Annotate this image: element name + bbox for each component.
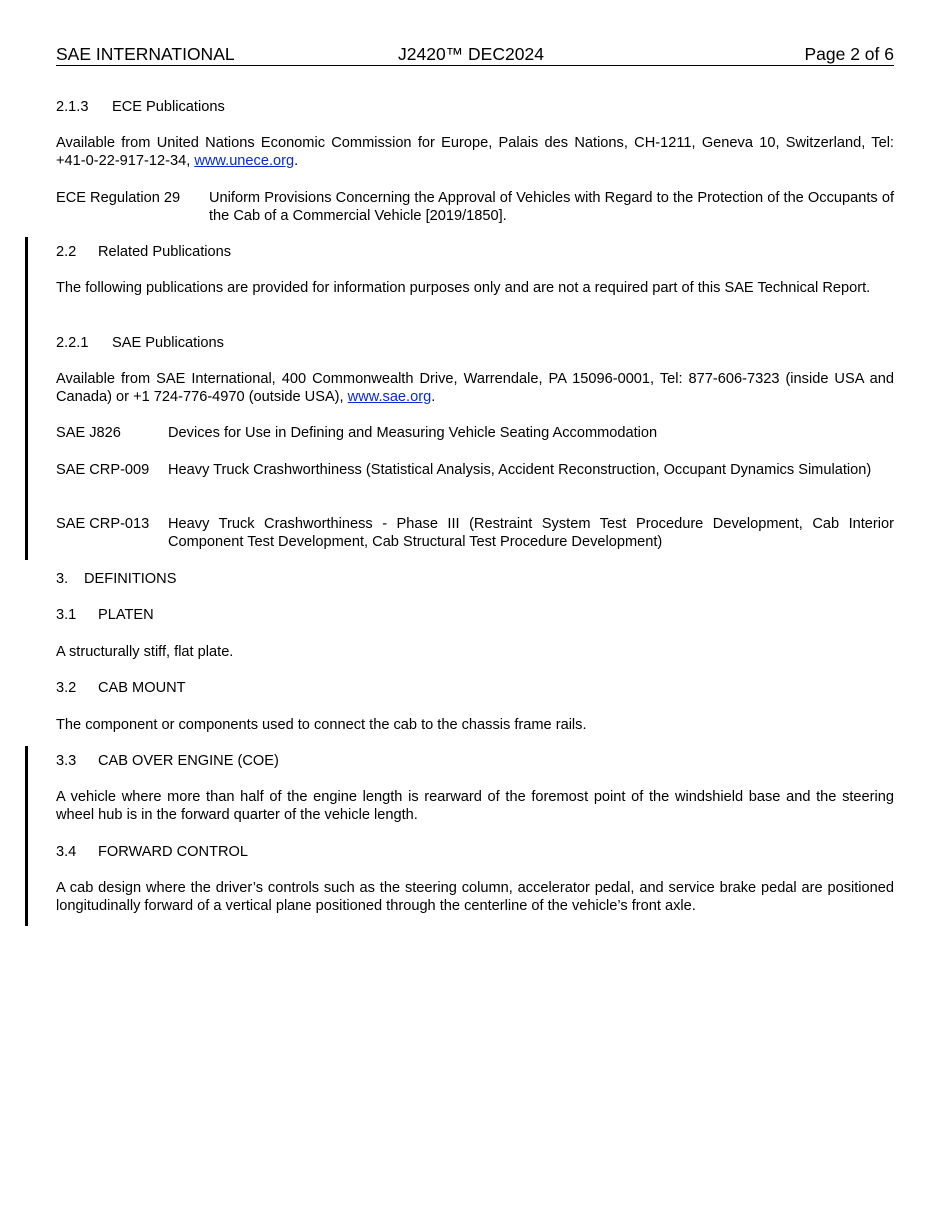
reference-entry — [56, 515, 894, 551]
availability-paragraph-sae — [56, 370, 894, 406]
definition-paragraph: The component or components used to connect the cab to the chassis frame rails. — [56, 717, 587, 733]
section-title: Related Publications — [98, 244, 232, 260]
section-number: 3.4 — [56, 844, 77, 860]
definition-paragraph: A cab design where the driver’s controls such as the steering column, accelerator pedal, and service brake pedal are positioned longitudinally forward of a vertical plane positioned through the centerline of the vehicle’s front axle. — [56, 880, 894, 914]
section-number: 2.2 — [56, 244, 77, 260]
section-title: PLATEN — [98, 607, 154, 623]
reference-code: ECE Regulation 29 — [56, 190, 181, 206]
section-heading-3 — [56, 570, 894, 588]
section-number: 3.2 — [56, 680, 77, 696]
availability-text: Available from United Nations Economic Commission for Europe, Palais des Nations, CH-1211, Geneva 10, Switzerland, Tel: +41-0-22-917-12-34, — [56, 135, 894, 169]
header-page-number: Page 2 of 6 — [804, 44, 894, 64]
reference-entry — [56, 461, 894, 497]
reference-code: SAE CRP-013 — [56, 516, 150, 532]
section-number: 3.3 — [56, 753, 77, 769]
reference-title: Devices for Use in Defining and Measuring Vehicle Seating Accommodation — [168, 425, 658, 441]
revision-bar — [25, 746, 28, 926]
reference-code: SAE J826 — [56, 425, 121, 441]
period: . — [294, 153, 299, 169]
header-organization: SAE INTERNATIONAL — [56, 44, 235, 64]
reference-title: Heavy Truck Crashworthiness - Phase III (Restraint System Test Procedure Development, Cab Interior Component Test Development, Cab Structural Test Procedure Development) — [168, 516, 894, 550]
section-number: 2.2.1 — [56, 335, 89, 351]
section-number: 3. — [56, 571, 69, 587]
section-heading-2-2 — [56, 243, 894, 261]
section-heading-3-4 — [56, 843, 894, 861]
section-heading-3-2 — [56, 679, 894, 697]
reference-code: SAE CRP-009 — [56, 462, 150, 478]
definition-paragraph: A vehicle where more than half of the engine length is rearward of the foremost point of the windshield base and the steering wheel hub is in the forward quarter of the vehicle length. — [56, 789, 894, 823]
section-title: SAE Publications — [112, 335, 224, 351]
unece-link[interactable]: www.unece.org — [194, 153, 295, 169]
reference-title: Heavy Truck Crashworthiness (Statistical Analysis, Accident Reconstruction, Occupant Dynamics Simulation) — [168, 462, 872, 478]
reference-entry — [56, 189, 894, 225]
section-heading-3-1 — [56, 606, 894, 624]
section-heading-2-2-1 — [56, 334, 894, 352]
reference-title: Uniform Provisions Concerning the Approval of Vehicles with Regard to the Protection of the Occupants of the Cab of a Commercial Vehicle [2019/1850]. — [209, 190, 894, 224]
reference-entry — [56, 424, 894, 442]
page-header — [56, 43, 894, 66]
period: . — [431, 389, 436, 405]
definition-paragraph: A structurally stiff, flat plate. — [56, 644, 234, 660]
availability-text: Available from SAE International, 400 Commonwealth Drive, Warrendale, PA 15096-0001, Tel: 877-606-7323 (inside USA and Canada) or +1 724-776-4970 (outside USA), — [56, 371, 894, 405]
availability-paragraph-ece — [56, 134, 894, 170]
section-heading-2-1-3 — [56, 98, 894, 116]
sae-link[interactable]: www.sae.org — [347, 389, 432, 405]
section-title: FORWARD CONTROL — [98, 844, 248, 860]
header-document-id: J2420™ DEC2024 — [398, 44, 544, 64]
related-publications-paragraph: The following publications are provided for information purposes only and are not a required part of this SAE Technical Report. — [56, 280, 871, 296]
section-title: CAB OVER ENGINE (COE) — [98, 753, 279, 769]
section-heading-3-3 — [56, 752, 894, 770]
section-title: DEFINITIONS — [84, 571, 177, 587]
section-number: 2.1.3 — [56, 99, 89, 115]
section-title: CAB MOUNT — [98, 680, 186, 696]
revision-bar — [25, 237, 28, 560]
section-title: ECE Publications — [112, 99, 225, 115]
section-number: 3.1 — [56, 607, 77, 623]
